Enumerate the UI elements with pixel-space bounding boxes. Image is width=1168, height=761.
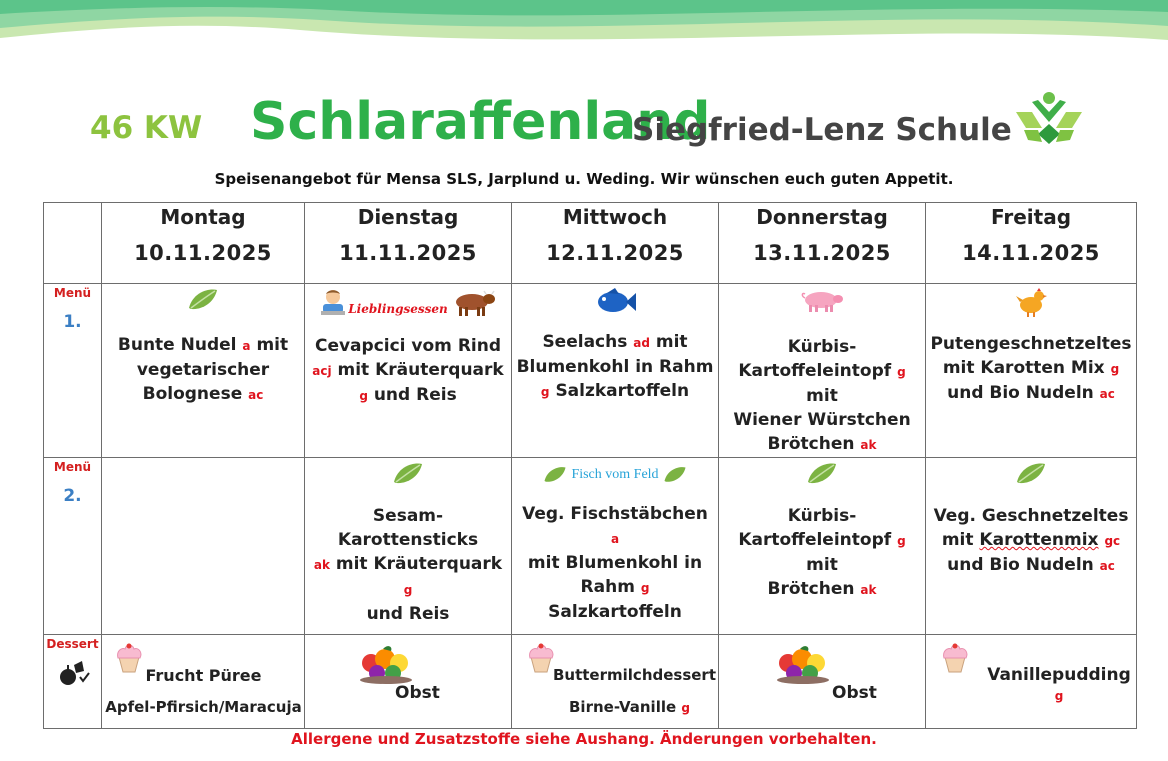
dish-text: mit Kräuterquark xyxy=(335,554,503,574)
day-date: 14.11.2025 xyxy=(962,241,1100,265)
dish-text: Veg. Geschnetzeltes xyxy=(933,506,1129,526)
child-eating-icon xyxy=(320,289,346,317)
menu1-tue xyxy=(305,284,512,458)
allergen-code: a xyxy=(610,532,620,546)
cupcake-icon xyxy=(942,643,968,673)
day-header-fri xyxy=(926,203,1137,284)
dish-text: und Reis xyxy=(373,385,457,405)
allergen-code: gc xyxy=(1104,534,1121,548)
menu-table xyxy=(43,202,1137,729)
cupcake-icon xyxy=(528,643,554,673)
allergen-code: ac xyxy=(248,388,264,402)
dish-text: und Bio Nudeln xyxy=(947,555,1094,575)
dessert-label xyxy=(44,635,102,729)
allergen-code: ac xyxy=(1099,387,1115,401)
allergen-notice: Allergene und Zusatzstoffe siehe Aushang. Änderungen vorbehalten. xyxy=(291,730,877,748)
leaf-icon xyxy=(392,462,424,486)
dish-text: Bolognese xyxy=(142,384,243,404)
apple-dessert-icon xyxy=(56,657,90,687)
dish-text: Kartoffeleintopf xyxy=(738,530,892,550)
day-header-row xyxy=(44,203,1137,284)
calendar-week: 46 KW xyxy=(90,110,203,146)
dessert-text: Frucht Püree xyxy=(145,666,262,685)
dish-text: Seelachs xyxy=(542,332,628,352)
leaf-icon xyxy=(806,462,838,486)
dessert-mon xyxy=(102,635,305,729)
allergen-code: g xyxy=(1110,362,1120,376)
dish-text: Salzkartoffeln xyxy=(555,381,690,401)
dish-text: Veg. Fischstäbchen xyxy=(522,504,708,524)
menu2-thu xyxy=(719,458,926,635)
dish-text: Blumenkohl in Rahm xyxy=(516,357,714,377)
leaf-icon xyxy=(543,466,567,484)
dish-text: Cevapcici vom Rind xyxy=(314,336,502,356)
dish-text: Putengeschnetzeltes xyxy=(930,334,1132,354)
dish-text: Sesam-Karottensticks xyxy=(337,506,479,550)
leaf-icon xyxy=(663,466,687,484)
dessert-text-line2 xyxy=(542,698,717,716)
dessert-text: Obst xyxy=(832,683,877,703)
dish-text: Brötchen xyxy=(767,579,855,599)
pig-icon xyxy=(799,288,845,314)
menu2-fri xyxy=(926,458,1137,635)
dish-text: mit xyxy=(806,555,838,575)
menu2-wed xyxy=(512,458,719,635)
day-header-wed xyxy=(512,203,719,284)
allergen-code: g xyxy=(1054,689,1064,703)
allergen-code: a xyxy=(242,339,251,353)
corner-cell xyxy=(44,203,102,284)
dessert-tue xyxy=(305,635,512,729)
dish-text: mit xyxy=(941,530,974,550)
dessert-tag: Dessert xyxy=(46,637,99,651)
dish-text: mit xyxy=(256,335,289,355)
dish-text: Kürbis- xyxy=(787,337,857,357)
dish-text: mit Blumenkohl in xyxy=(527,553,703,573)
dessert-wed xyxy=(512,635,719,729)
day-name: Montag xyxy=(160,205,246,229)
day-name: Mittwoch xyxy=(562,205,668,229)
menu1-mon xyxy=(102,284,305,458)
day-date: 11.11.2025 xyxy=(339,241,477,265)
menu2-mon xyxy=(102,458,305,635)
day-header-thu xyxy=(719,203,926,284)
allergen-code: acj xyxy=(312,364,332,378)
fruit-bowl-icon xyxy=(357,645,415,685)
dessert-thu xyxy=(719,635,926,729)
allergen-code: ac xyxy=(1099,559,1115,573)
leaf-icon xyxy=(1015,462,1047,486)
day-date: 10.11.2025 xyxy=(134,241,272,265)
allergen-code: ak xyxy=(860,583,877,597)
allergen-code: g xyxy=(681,701,690,715)
favorite-label: Lieblingsessen xyxy=(348,302,448,316)
menu1-fri xyxy=(926,284,1137,458)
allergen-code: g xyxy=(640,581,650,595)
day-date: 12.11.2025 xyxy=(546,241,684,265)
menu-tag: Menü xyxy=(53,460,92,474)
dish-text: Salzkartoffeln xyxy=(548,602,682,622)
menu-number: 2. xyxy=(63,486,82,506)
dish-text: mit xyxy=(655,332,688,352)
vegetarian-fish-label: Fisch vom Feld xyxy=(571,467,659,482)
dish-text: Karottenmix xyxy=(979,530,1099,550)
dessert-text: Apfel-Pfirsich/Maracuja xyxy=(105,698,302,716)
day-date: 13.11.2025 xyxy=(753,241,891,265)
dish-text: Rahm xyxy=(580,577,635,597)
menu1-row xyxy=(44,284,1137,458)
dish-text: mit xyxy=(806,386,838,406)
day-name: Freitag xyxy=(990,205,1072,229)
day-header-mon xyxy=(102,203,305,284)
allergen-code: ad xyxy=(633,336,650,350)
allergen-code: g xyxy=(897,534,906,548)
dish-text: und Bio Nudeln xyxy=(947,383,1094,403)
dish-text: Kürbis- xyxy=(787,506,857,526)
school-logo-icon xyxy=(1012,90,1086,146)
dessert-text: Vanillepudding xyxy=(987,665,1131,685)
menu1-label xyxy=(44,284,102,458)
dish-text: mit Kräuterquark xyxy=(337,360,504,380)
dessert-text: Birne-Vanille xyxy=(569,698,677,716)
menu-number: 1. xyxy=(63,312,82,332)
dish-text: und Reis xyxy=(366,604,450,624)
page-title: Schlaraffenland xyxy=(250,92,711,152)
chicken-icon xyxy=(1015,288,1047,318)
dessert-fri xyxy=(926,635,1137,729)
dessert-line xyxy=(982,665,1136,705)
allergen-code: ak xyxy=(860,438,877,452)
intro-text: Speisenangebot für Mensa SLS, Jarplund u. Weding. Wir wünschen euch guten Appetit. xyxy=(214,170,954,188)
menu-tag: Menü xyxy=(53,286,92,300)
menu2-tue xyxy=(305,458,512,635)
dessert-text: Buttermilchdessert xyxy=(552,666,716,684)
allergen-code: g xyxy=(403,583,413,597)
school-name: Siegfried-Lenz Schule xyxy=(632,112,1012,148)
dessert-row xyxy=(44,635,1137,729)
allergen-code: g xyxy=(359,389,368,403)
fruit-bowl-icon xyxy=(774,645,832,685)
dish-text: Wiener Würstchen xyxy=(733,410,911,430)
cow-icon xyxy=(450,289,496,317)
dish-text: Bunte Nudel xyxy=(117,335,237,355)
menu1-thu xyxy=(719,284,926,458)
day-name: Donnerstag xyxy=(756,205,888,229)
dish-text: vegetarischer xyxy=(136,360,270,380)
dish-text: Kartoffeleintopf xyxy=(738,361,892,381)
dish-text: Brötchen xyxy=(767,434,855,454)
menu2-row xyxy=(44,458,1137,635)
allergen-code: g xyxy=(540,385,550,399)
dessert-text: Obst xyxy=(395,683,440,703)
dish-text: mit Karotten Mix xyxy=(942,358,1105,378)
allergen-code: ak xyxy=(313,558,330,572)
leaf-icon xyxy=(187,288,219,312)
day-header-tue xyxy=(305,203,512,284)
header-wave-banner xyxy=(0,0,1168,60)
allergen-code: g xyxy=(897,365,906,379)
menu1-wed xyxy=(512,284,719,458)
menu2-label xyxy=(44,458,102,635)
day-name: Dienstag xyxy=(357,205,459,229)
fish-icon xyxy=(593,288,637,316)
